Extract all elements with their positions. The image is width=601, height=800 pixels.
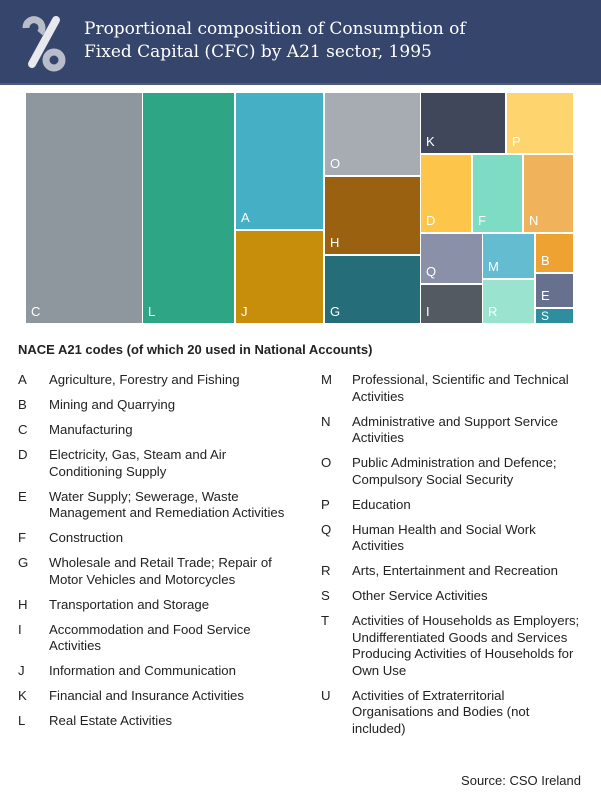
title-line-1: Proportional composition of Consumption of — [84, 19, 466, 39]
cell-label: C — [31, 304, 41, 319]
treemap-cell-F[interactable] — [473, 155, 522, 232]
header — [0, 0, 601, 85]
treemap-cell-G[interactable] — [325, 256, 420, 323]
legend-code: C — [18, 422, 28, 437]
legend-item-H — [18, 597, 288, 614]
legend-label: Activities of Extraterritorial Organisations and Bodies (not included) — [352, 687, 530, 736]
legend-code: S — [321, 588, 330, 603]
legend-right-column — [321, 372, 581, 746]
cell-label: R — [488, 304, 498, 319]
cell-label: F — [478, 213, 486, 228]
legend-item-O — [321, 455, 581, 488]
legend-heading: NACE A21 codes (of which 20 used in National Accounts) — [18, 342, 373, 357]
legend-item-N — [321, 414, 581, 447]
legend-item-C — [18, 422, 288, 439]
treemap-cell-J[interactable] — [236, 231, 323, 323]
cell-label: J — [241, 304, 248, 319]
treemap-cell-K[interactable] — [421, 93, 505, 153]
legend-code: O — [321, 455, 332, 470]
legend-code: F — [18, 530, 27, 545]
legend-item-S — [321, 588, 581, 605]
legend-code: L — [18, 713, 26, 728]
treemap-cell-A[interactable] — [236, 93, 323, 229]
legend-code: N — [321, 413, 331, 429]
cell-label: A — [241, 210, 250, 225]
legend-label: Information and Communication — [49, 663, 236, 678]
treemap-cell-D[interactable] — [421, 155, 471, 232]
legend-code: E — [18, 488, 27, 504]
title-line-2: Fixed Capital (CFC) by A21 sector, 1995 — [84, 42, 432, 62]
treemap-cell-P[interactable] — [507, 93, 573, 153]
legend-label: Accommodation and Food Service Activities — [49, 621, 251, 653]
legend-label: Financial and Insurance Activities — [49, 688, 244, 703]
legend-item-K — [18, 688, 288, 705]
treemap-cell-R[interactable] — [483, 280, 534, 323]
legend-code: H — [18, 596, 28, 612]
legend-label: Professional, Scientific and Technical Activities — [352, 372, 569, 404]
cell-label: K — [426, 134, 435, 149]
cell-label: O — [330, 156, 341, 171]
legend-item-D — [18, 447, 288, 480]
legend-item-I — [18, 622, 288, 655]
cell-label: E — [541, 288, 550, 303]
treemap-cell-S[interactable] — [536, 309, 573, 323]
legend-code: Q — [321, 521, 332, 537]
legend-code: M — [321, 372, 332, 387]
cell-label: P — [512, 134, 521, 149]
cell-label: D — [426, 213, 436, 228]
legend-label: Other Service Activities — [352, 588, 488, 603]
legend-label: Mining and Quarrying — [49, 397, 176, 412]
legend-item-E — [18, 489, 288, 522]
cell-label: S — [541, 309, 550, 323]
legend-label: Arts, Entertainment and Recreation — [352, 563, 558, 578]
cell-label: B — [541, 253, 550, 268]
cell-label: M — [488, 259, 499, 274]
legend-item-F — [18, 530, 288, 547]
legend-code: T — [321, 613, 330, 628]
legend-label: Administrative and Support Service Activities — [352, 413, 558, 445]
cso-logo-icon — [18, 14, 68, 72]
legend-label: Public Administration and Defence; Compulsory Social Security — [352, 455, 557, 487]
legend-item-B — [18, 397, 288, 414]
treemap-cell-C[interactable] — [26, 93, 142, 323]
legend-code: U — [321, 687, 331, 703]
legend-label: Manufacturing — [49, 422, 133, 437]
chart-title — [84, 18, 466, 64]
legend-item-A — [18, 372, 288, 389]
legend-item-J — [18, 663, 288, 680]
treemap-cell-L[interactable] — [143, 93, 234, 323]
legend-code: G — [18, 555, 29, 570]
legend-item-U — [321, 688, 581, 738]
legend-label: Transportation and Storage — [49, 596, 210, 612]
legend-label: Education — [352, 496, 411, 512]
legend-label: Electricity, Gas, Steam and Air Conditioning Supply — [49, 447, 227, 479]
legend-label: Activities of Households as Employers; Undifferentiated Goods and Services Producing Activities of Households for Own Use — [352, 613, 580, 678]
legend-label: Construction — [49, 530, 124, 545]
legend-code: A — [18, 372, 27, 387]
cell-label: G — [330, 304, 341, 319]
legend-code: R — [321, 563, 331, 578]
legend-label: Real Estate Activities — [49, 713, 173, 728]
treemap-cell-B[interactable] — [536, 234, 573, 272]
treemap-cell-H[interactable] — [325, 177, 420, 254]
cell-label: I — [426, 304, 430, 319]
legend-code: B — [18, 397, 27, 412]
cell-label: Q — [426, 264, 437, 279]
legend-code: I — [18, 621, 22, 637]
legend-item-T — [321, 613, 581, 679]
treemap-cell-Q[interactable] — [421, 234, 482, 283]
legend-item-G — [18, 555, 288, 588]
legend-code: J — [18, 663, 25, 678]
legend-code: K — [18, 688, 27, 703]
legend-code: P — [321, 496, 330, 512]
legend-label: Water Supply; Sewerage, Waste Management and Remediation Activities — [49, 488, 285, 520]
legend-item-M — [321, 372, 581, 405]
treemap-cell-I[interactable] — [421, 285, 482, 323]
legend-item-P — [321, 497, 581, 514]
cell-label: H — [330, 235, 340, 250]
cell-label: L — [148, 304, 156, 319]
legend-item-R — [321, 563, 581, 580]
treemap-cell-N[interactable] — [524, 155, 573, 232]
source-note: Source: CSO Ireland — [461, 773, 581, 788]
legend-item-L — [18, 713, 288, 730]
legend-label: Wholesale and Retail Trade; Repair of Motor Vehicles and Motorcycles — [49, 555, 272, 587]
legend-label: Human Health and Social Work Activities — [352, 521, 536, 553]
treemap-cell-M[interactable] — [483, 234, 534, 278]
treemap-cell-O[interactable] — [325, 93, 420, 175]
cell-label: N — [529, 213, 539, 228]
legend-code: D — [18, 447, 28, 462]
legend-left-column — [18, 372, 288, 738]
treemap-cell-E[interactable] — [536, 274, 573, 307]
legend-label: Agriculture, Forestry and Fishing — [49, 372, 240, 387]
legend-item-Q — [321, 522, 581, 555]
